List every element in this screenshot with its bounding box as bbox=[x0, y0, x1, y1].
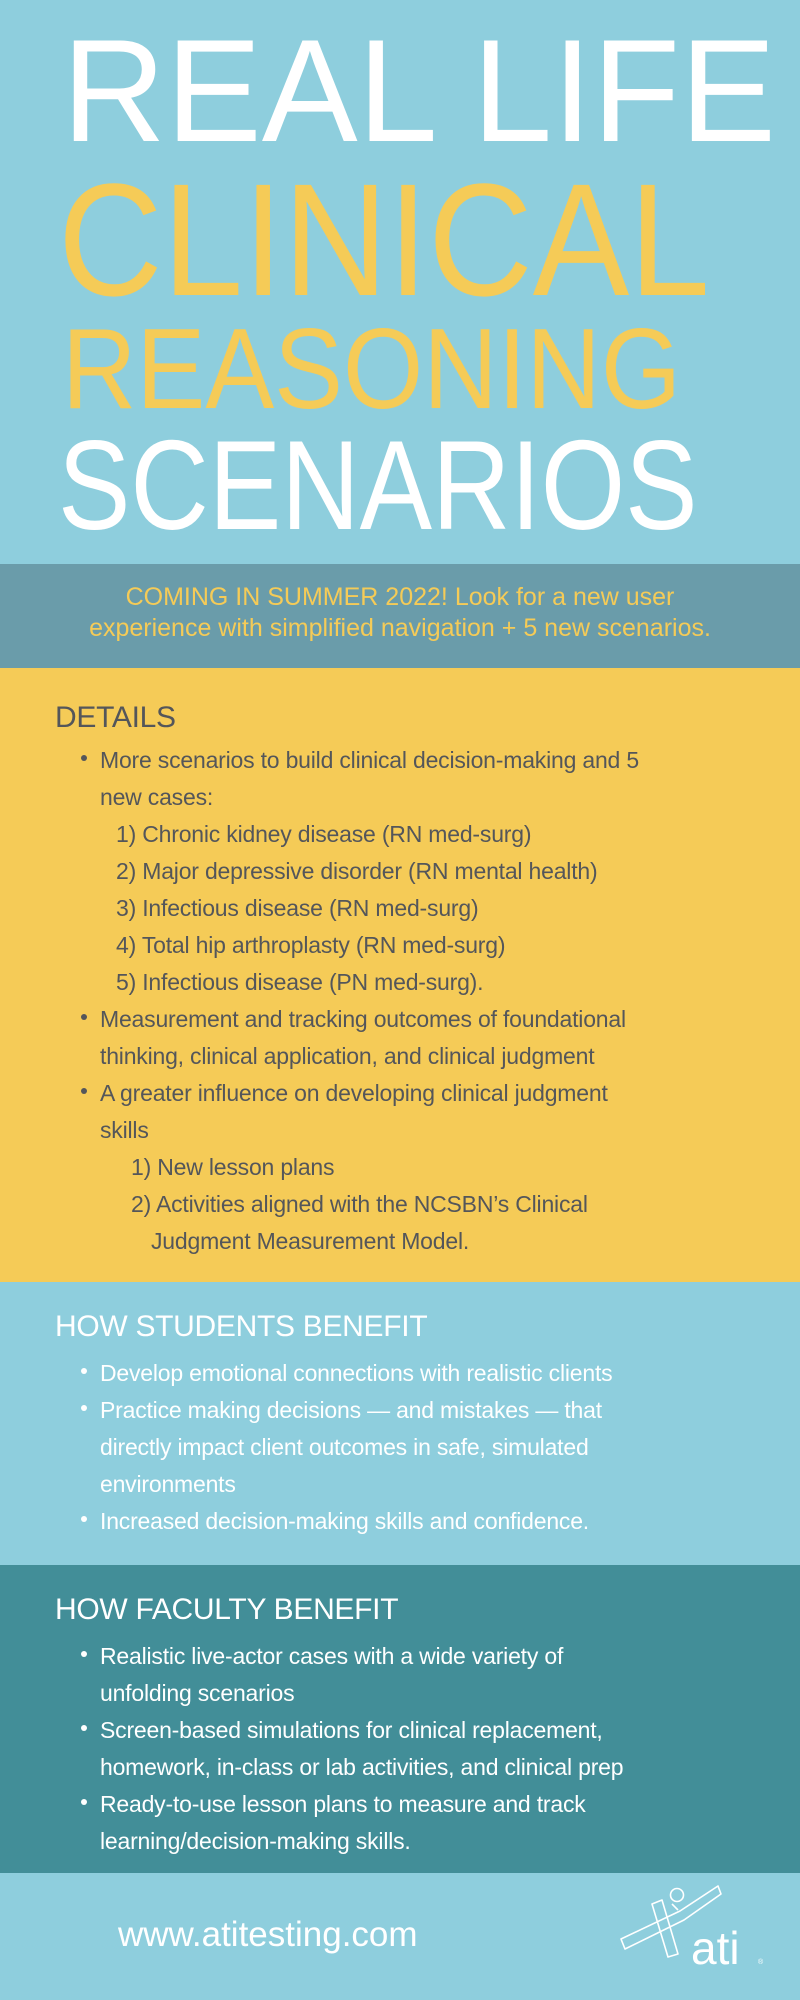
details-case-2: 2) Major depressive disorder (RN mental health) bbox=[116, 858, 598, 884]
hero-line-4: SCENARIOS bbox=[58, 414, 698, 556]
faculty-item-1-line-2: unfolding scenarios bbox=[100, 1680, 295, 1706]
hero-title-reasoning bbox=[0, 306, 800, 433]
registered-mark: ® bbox=[758, 1959, 764, 1966]
banner-line-2 bbox=[0, 616, 800, 641]
hero-title-scenarios bbox=[0, 414, 800, 556]
bullet-icon bbox=[81, 1516, 87, 1522]
details-subitem-2-line-2: Judgment Measurement Model. bbox=[151, 1228, 470, 1254]
faculty-benefit-section bbox=[0, 1565, 800, 1873]
faculty-item-3-line-1: Ready-to-use lesson plans to measure and track bbox=[100, 1791, 586, 1817]
bullet-icon bbox=[81, 1405, 87, 1411]
students-heading: HOW STUDENTS BENEFIT bbox=[55, 1310, 428, 1343]
details-heading: DETAILS bbox=[55, 701, 176, 734]
details-section bbox=[0, 668, 800, 1282]
ati-logo[interactable] bbox=[618, 1882, 778, 1977]
details-item-2-line-1: Measurement and tracking outcomes of foundational bbox=[100, 1006, 626, 1032]
details-item-1-line-2: new cases: bbox=[100, 784, 214, 810]
students-item-1: Develop emotional connections with realistic clients bbox=[100, 1360, 613, 1386]
bullet-icon bbox=[81, 1368, 87, 1374]
faculty-item-3-line-2: learning/decision-making skills. bbox=[100, 1828, 411, 1854]
ati-figure-icon bbox=[618, 1882, 778, 1977]
faculty-item-2-line-2: homework, in-class or lab activities, and clinical prep bbox=[100, 1754, 624, 1780]
bullet-icon bbox=[81, 1088, 87, 1094]
hero-line-3: REASONING bbox=[62, 306, 682, 433]
students-benefit-section bbox=[0, 1282, 800, 1565]
hero-title-real-life bbox=[0, 9, 800, 172]
hero-title-clinical bbox=[0, 150, 800, 329]
students-item-2-line-3: environments bbox=[100, 1471, 236, 1497]
bullet-icon bbox=[81, 1014, 87, 1020]
banner-line-1 bbox=[0, 585, 800, 610]
bullet-icon bbox=[81, 1799, 87, 1805]
bullet-icon bbox=[81, 755, 87, 761]
hero-line-1: REAL LIFE bbox=[62, 9, 777, 172]
bullet-icon bbox=[81, 1651, 87, 1657]
details-item-2-line-2: thinking, clinical application, and clinical judgment bbox=[100, 1043, 595, 1069]
faculty-heading: HOW FACULTY BENEFIT bbox=[55, 1593, 399, 1626]
details-subitem-2-line-1: 2) Activities aligned with the NCSBN’s Clinical bbox=[131, 1191, 588, 1217]
announcement-banner bbox=[0, 564, 800, 668]
banner-text-2: experience with simplified navigation + 5 new scenarios. bbox=[89, 614, 711, 642]
details-case-1: 1) Chronic kidney disease (RN med-surg) bbox=[116, 821, 532, 847]
hero-line-2: CLINICAL bbox=[58, 150, 710, 329]
details-item-1-line-1: More scenarios to build clinical decision-making and 5 bbox=[100, 747, 639, 773]
students-item-2-line-2: directly impact client outcomes in safe, simulated bbox=[100, 1434, 589, 1460]
details-case-5: 5) Infectious disease (PN med-surg). bbox=[116, 969, 484, 995]
details-item-3-line-1: A greater influence on developing clinical judgment bbox=[100, 1080, 608, 1106]
details-case-3: 3) Infectious disease (RN med-surg) bbox=[116, 895, 479, 921]
bullet-icon bbox=[81, 1725, 87, 1731]
ati-wordmark: ati bbox=[691, 1922, 740, 1974]
students-item-2-line-1: Practice making decisions — and mistakes — that bbox=[100, 1397, 602, 1423]
faculty-item-2-line-1: Screen-based simulations for clinical replacement, bbox=[100, 1717, 603, 1743]
hero-section bbox=[0, 0, 800, 564]
banner-text-1: COMING IN SUMMER 2022! Look for a new user bbox=[125, 583, 675, 611]
website-link[interactable]: www.atitesting.com bbox=[118, 1915, 418, 1954]
details-subitem-1: 1) New lesson plans bbox=[131, 1154, 335, 1180]
students-item-3: Increased decision-making skills and confidence. bbox=[100, 1508, 589, 1534]
details-item-3-line-2: skills bbox=[100, 1117, 149, 1143]
details-case-4: 4) Total hip arthroplasty (RN med-surg) bbox=[116, 932, 506, 958]
faculty-item-1-line-1: Realistic live-actor cases with a wide variety of bbox=[100, 1643, 564, 1669]
